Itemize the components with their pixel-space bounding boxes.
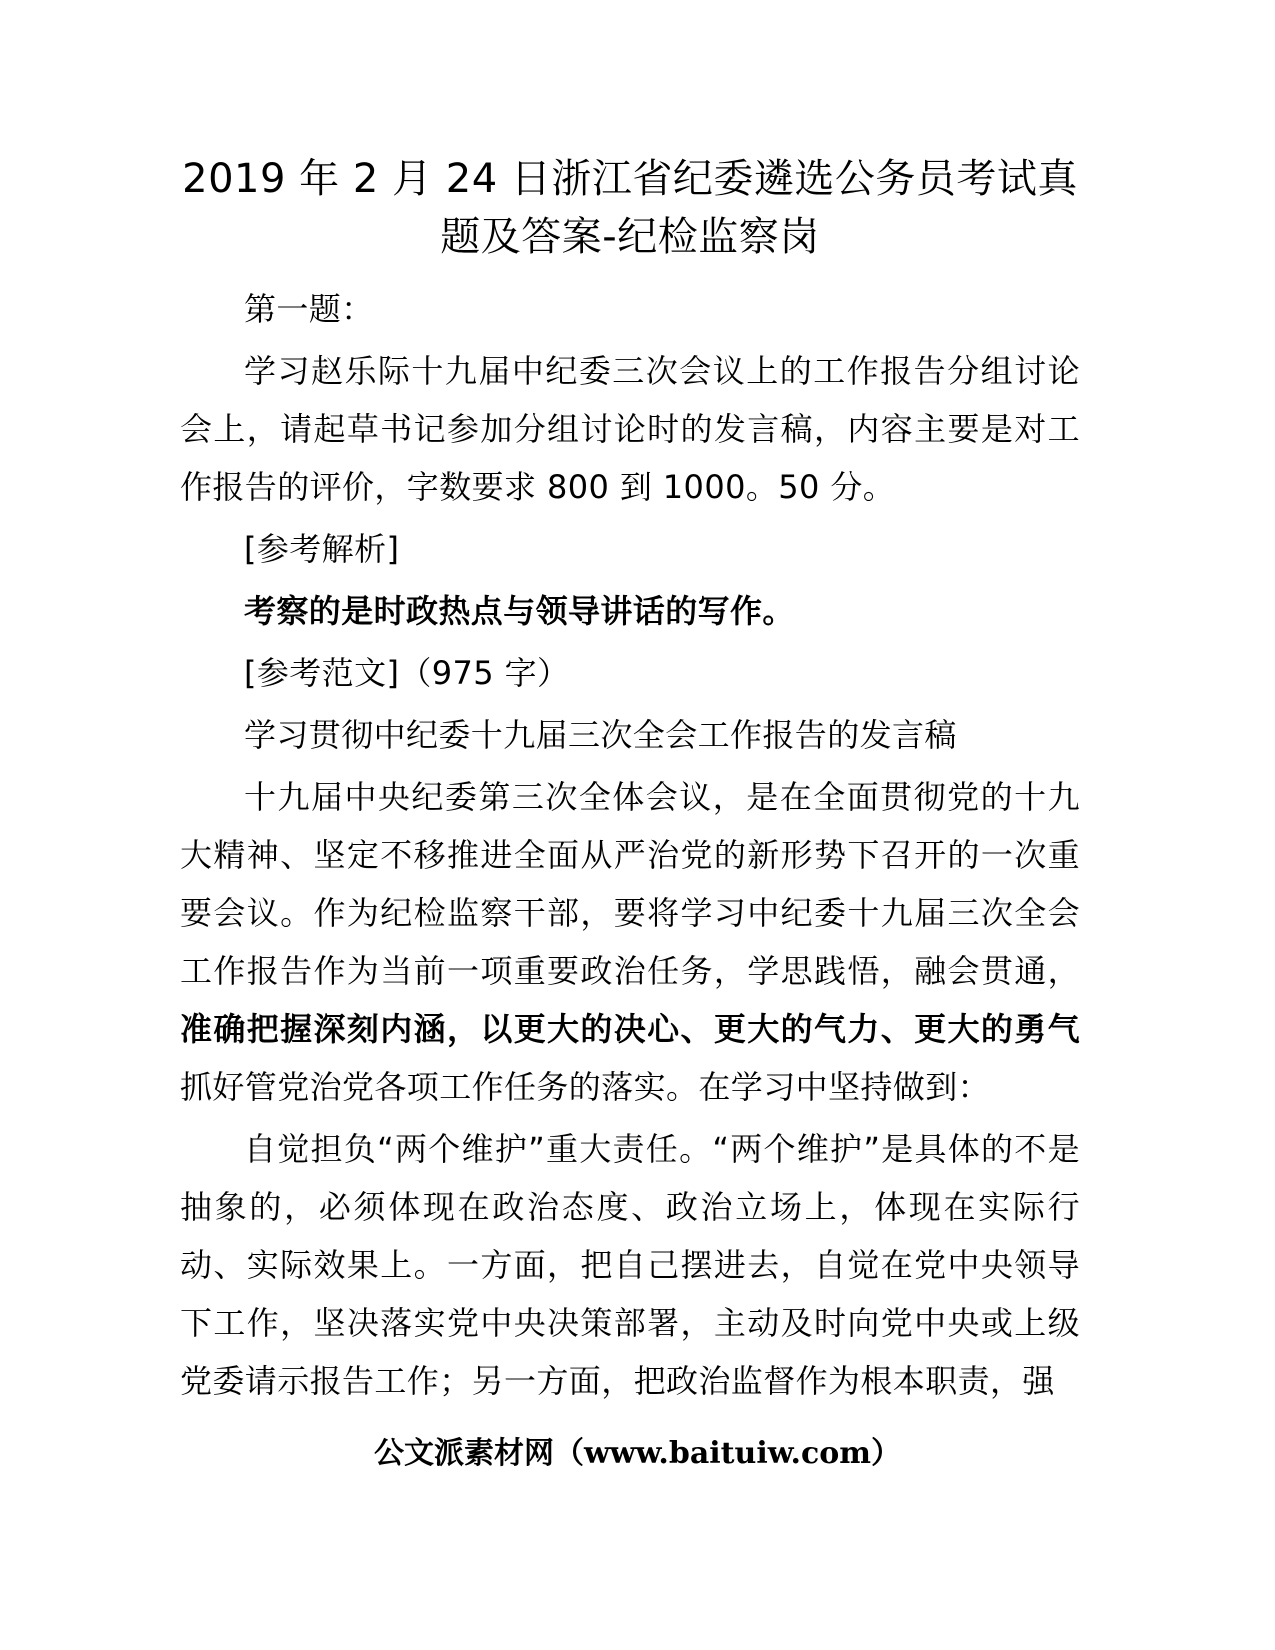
- document-body: [180, 280, 1080, 1414]
- question-heading: 第一题：: [244, 290, 374, 328]
- analysis-text: 考察的是时政热点与领导讲话的写作。: [244, 592, 795, 630]
- sample-paragraph-2: 自觉担负“两个维护”重大责任。“两个维护”是具体的不是抽象的，必须体现在政治态度、政治立场上，体现在实际行动、实际效果上。一方面，把自己摆进去，自觉在党中央领导下工作，坚决落实党中央决策部署，主动及时向党中央或上级党委请示报告工作；另一方面，把政治监督作为根本职责，强: [180, 1130, 1080, 1400]
- sample-paragraph-1: [180, 768, 1080, 1116]
- question-text: 学习赵乐际十九届中纪委三次会议上的工作报告分组讨论会上，请起草书记参加分组讨论时的发言稿，内容主要是对工作报告的评价，字数要求 800 到 1000。50 分。: [180, 352, 1080, 506]
- analysis-heading: [参考解析]: [244, 530, 400, 568]
- sample-heading: [参考范文]（975 字）: [244, 654, 570, 692]
- sample-paragraph-1-bold: 准确把握深刻内涵，以更大的决心、更大的气力、更大的勇气: [180, 1010, 1080, 1048]
- sample-paragraph-1-text: 十九届中央纪委第三次全体会议，是在全面贯彻党的十九大精神、坚定不移推进全面从严治党的新形势下召开的一次重要会议。作为纪检监察干部，要将学习中纪委十九届三次全会工作报告作为当前一项重要政治任务，学思践悟，融会贯通，: [180, 778, 1080, 990]
- document-title: 2019 年 2 月 24 日浙江省纪委遴选公务员考试真题及答案-纪检监察岗: [182, 156, 1078, 260]
- sample-title: 学习贯彻中纪委十九届三次全会工作报告的发言稿: [244, 716, 957, 754]
- sample-paragraph-1-end: 抓好管党治党各项工作任务的落实。在学习中坚持做到：: [180, 1068, 991, 1106]
- footer-watermark: 公文派素材网（www.baituiw.com）: [373, 1436, 902, 1471]
